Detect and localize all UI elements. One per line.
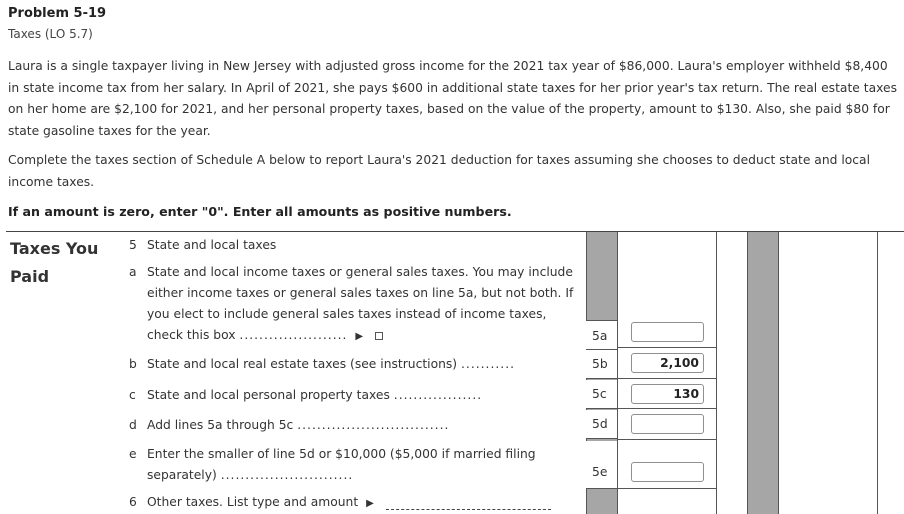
problem-paragraph-1: Laura is a single taxpayer living in New Jersey with adjusted gross income for the 2021 tax year of $86,000. Laura's employer withheld $8,400 in state income tax from her salary. In April of 2021, she pays $600 in additional state taxes for her prior year's tax return. The real estate taxes on her home are $2,100 for 2021, and her personal property taxes, based on the value of the property, amount to $130. Also, she paid $80 for state gasoline taxes for the year. [8, 59, 897, 138]
row-rule [617, 488, 716, 489]
section-heading-line1: Taxes You [10, 239, 99, 258]
section-heading-line2: Paid [10, 267, 50, 286]
line-5b-description: State and local real estate taxes (see instructions) [147, 357, 458, 371]
line-5c-text [147, 388, 482, 402]
column-divider [778, 232, 779, 514]
arrow-icon: ▶ [366, 498, 374, 509]
line-6-text [147, 495, 551, 510]
line-5d-dots: ............................... [297, 418, 450, 432]
problem-title: Problem 5-19 [8, 6, 107, 21]
line-5e-description: separately) [147, 468, 217, 482]
line-5e-text-1: Enter the smaller of line 5d or $10,000 ($5,000 if married filing [147, 447, 536, 461]
line-6-number: 6 [129, 495, 137, 509]
line-5c-description: State and local personal property taxes [147, 388, 390, 402]
column-divider [747, 232, 748, 514]
line-5c-dots: .................. [393, 388, 483, 402]
line-5a-label-cell: 5a [586, 320, 617, 350]
line-5b-number: b [129, 357, 137, 371]
line-6-description: Other taxes. List type and amount [147, 495, 359, 509]
line-5b-text [147, 357, 515, 371]
line-5d-text [147, 418, 449, 432]
row-rule [617, 408, 716, 409]
line-5b-input[interactable]: 2,100 [631, 353, 704, 373]
line-5c-input[interactable]: 130 [631, 384, 704, 404]
problem-paragraph-2: Complete the taxes section of Schedule A below to report Laura's 2021 deduction for taxes assuming she chooses to deduct state and local income taxes. [8, 153, 870, 189]
line-5b-dots: ........... [461, 357, 516, 371]
line-5e-text-2 [147, 468, 353, 482]
line-5-text: State and local taxes [147, 238, 277, 252]
line-5a-dots: ...................... [239, 328, 348, 342]
arrow-icon: ▶ [355, 331, 364, 342]
problem-subtitle: Taxes (LO 5.7) [8, 27, 93, 41]
entry-instruction: If an amount is zero, enter "0". Enter all amounts as positive numbers. [8, 204, 512, 219]
line-5b-label-cell: 5b [586, 350, 617, 379]
line-5a-text [147, 262, 579, 347]
line-5e-input[interactable] [631, 462, 704, 482]
row-rule [617, 378, 716, 379]
sales-tax-checkbox[interactable] [375, 332, 383, 340]
right-gray-column [747, 232, 778, 514]
line-5d-description: Add lines 5a through 5c [147, 418, 294, 432]
line-5e-label-cell: 5e [586, 441, 617, 489]
other-taxes-entry-line[interactable] [386, 509, 551, 510]
row-rule [617, 439, 716, 440]
line-5c-number: c [129, 388, 136, 402]
column-divider [877, 232, 878, 514]
line-5d-label-cell: 5d [586, 410, 617, 439]
line-5e-dots: ........................... [220, 468, 354, 482]
line-5c-label-cell: 5c [586, 380, 617, 409]
column-divider [617, 232, 618, 514]
line-5a-description: State and local income taxes or general sales taxes. You may include either income taxes or general sales taxes on line 5a, but not both. If you elect to include general sales taxes instead of income taxes, check this box [147, 265, 574, 342]
line-5e-number: e [129, 447, 137, 461]
column-divider [716, 232, 717, 514]
row-rule [617, 347, 716, 348]
line-5d-input[interactable] [631, 414, 704, 434]
line-5a-input[interactable] [631, 322, 704, 342]
line-5d-number: d [129, 418, 137, 432]
line-5-number: 5 [129, 238, 137, 252]
line-5a-number: a [129, 265, 137, 279]
